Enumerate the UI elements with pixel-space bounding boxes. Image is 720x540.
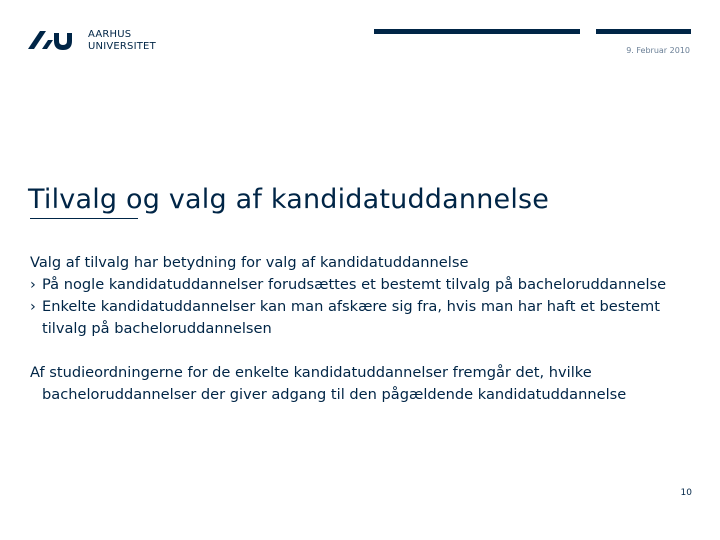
bullet-chevron-icon: › bbox=[30, 298, 36, 315]
paragraph-2 bbox=[30, 362, 670, 406]
au-logo-icon bbox=[26, 27, 78, 51]
slide-body bbox=[30, 252, 670, 406]
bullet-item-1 bbox=[30, 274, 670, 296]
slide-date: 9. Februar 2010 bbox=[626, 46, 690, 55]
header-bar-right bbox=[596, 29, 691, 34]
intro-line: Valg af tilvalg har betydning for valg af kandidatuddannelse bbox=[30, 254, 469, 271]
title-underline bbox=[30, 218, 138, 219]
paragraph-2-continuation: bacheloruddannelser der giver adgang til den pågældende kandidatuddannelse bbox=[42, 386, 627, 403]
logo-wordmark bbox=[88, 29, 156, 53]
bullet-item-2 bbox=[30, 296, 670, 340]
bullet-text-1: På nogle kandidatuddannelser forudsættes et bestemt tilvalg på bacheloruddannelse bbox=[42, 276, 667, 293]
logo-line-1: AARHUS bbox=[88, 29, 132, 40]
header-bar-left bbox=[374, 29, 580, 34]
slide-title: Tilvalg og valg af kandidatuddannelse bbox=[28, 184, 550, 216]
paragraph-2-first-line: Af studieordningerne for de enkelte kandidatuddannelser fremgår det, hvilke bbox=[30, 364, 592, 381]
page-number: 10 bbox=[680, 488, 692, 498]
university-logo bbox=[26, 27, 186, 57]
bullet-text-2: Enkelte kandidatuddannelser kan man afskære sig fra, hvis man har haft et bestemt tilvalg på bacheloruddannelsen bbox=[42, 298, 660, 337]
logo-line-2: UNIVERSITET bbox=[88, 41, 156, 52]
bullet-chevron-icon: › bbox=[30, 276, 36, 293]
